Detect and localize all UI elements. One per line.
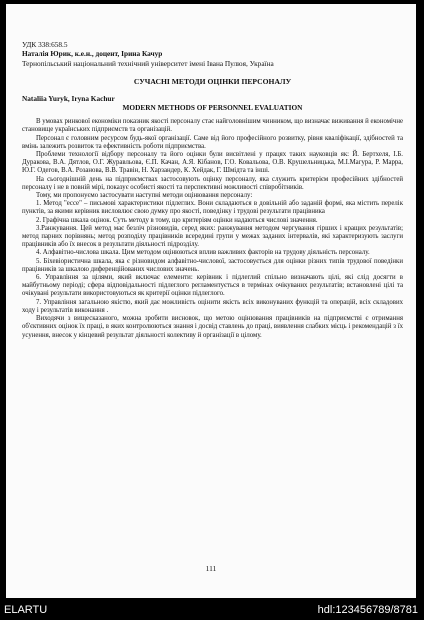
list-item-method: 5. Біхевіористична шкала, яка є різновидом алфавітно-числової, застосовується для оцінки різних типів трудової поведінки працівників за шкалою диференційованих числових значень. [22, 257, 403, 273]
list-item-method: 6. Управління за цілями, який включає елементи: керівник і підлеглий спільно визначають цілі, які слід досягти в майбутньому періоді; сфера відповідальності підлеглого регламентується в термінах очікуваних результатів; встановлені цілі та очікувані результати використовуються як критерії оцінки підлеглого. [22, 274, 403, 298]
document-page [6, 4, 416, 598]
authors-ua: Наталія Юрик, к.е.н., доцент, Ірина Качур [22, 49, 163, 59]
paragraph: Персонал є головним ресурсом будь-якої організації. Саме від його професійного розвитку, рівня кваліфікації, здібностей та вмінь залежить розвиток та ефективність роботи підприємства. [22, 134, 403, 150]
viewer-footer [0, 598, 424, 620]
udk-code: УДК 338:658.5 [22, 40, 68, 49]
document-body [22, 40, 403, 340]
list-item-method: 7. Управління загальною якістю, який дає можливість оцінити якість всіх виконуваних функцій та операцій, всіх складових ходу і результатів виконання . [22, 298, 403, 314]
title-en: MODERN METHODS OF PERSONNEL EVALUATION [122, 103, 303, 113]
list-item-method: 4. Алфавітно-числова шкала. Цим методом оцінюються вплив важливих факторів на трудову діяльність персоналу. [36, 249, 370, 257]
title-ua: СУЧАСНІ МЕТОДИ ОЦІНКИ ПЕРСОНАЛУ [133, 77, 292, 87]
list-item-method: 3.Ранжування. Цей метод має безліч різновидів, серед яких: ранжування методом чергування гірших і кращих результатів; метод парних порівнянь; метод розподілу працівників всередині групи у межах заданих інтервалів, які характеризують заслуги працівників або їх внесок в результати діяльності підрозділу. [22, 224, 403, 249]
list-item-method: 2. Графічна шкала оцінок. Суть методу в тому, що критеріям оцінки надаються числові значення. [36, 216, 318, 224]
paragraph: В умовах ринкової економіки показник якості персоналу стає найголовнішим чинником, що визначає виживання й економічне становище українських підприємств та організацій. [22, 118, 403, 134]
institution: Тернопільський національний технічний університет імені Івана Пулюя, Україна [22, 58, 274, 68]
paragraph: Проблеми технології відбору персоналу та його оцінки були висвітлені у працях таких науковців як: Й. Бертхеля, І.Б. Дуракова, В.А. Дятлов, О.Г. Журавльова, Є.П. Качан, А.Я. Кібанов, Г.О. Ковальова, О.В. Крушельницька, М.І.Магура, Р. Марра, Ю.Г. Одегов, В.А. Розанова, В.В. Травін, Н. Харзандер, К. Хейдак, Г. Шмідта та інші. [22, 151, 403, 175]
paragraph: На сьогоднішній день на підприємствах застосовують оцінку персоналу, яка служить критерієм професійних здібностей персоналу і не в повній мірі, показує особисті якості та перспективні можливості співробітників. [22, 175, 403, 191]
paragraph: Тому, ми пропонуємо застосувати наступні методи оцінювання персоналу: [36, 192, 253, 200]
repository-label: ELARTU [4, 604, 48, 616]
page-number: 111 [205, 564, 217, 573]
conclusion-paragraph: Виходячи з вищесказаного, можна зробити висновок, що метою оцінювання працівників на підприємстві є отримання об'єктивних оцінок їх праці, в яких контролюються знання і досвід ставлень до праці, виявлення слабких місць і рекомендацій з їх усунення, внесок у кінцевий результат діяльності колективу й організації в цілому. [22, 315, 403, 339]
list-item-method: 1. Метод "ессе" – письмові характеристики підлеглих. Вони складаються в довільній або заданій формі, яка містить перелік пунктів, за якими керівник висловлює свою думку про якості, поведінку і трудові результати працівника [22, 200, 403, 216]
handle-label: hdl:123456789/8781 [317, 604, 418, 616]
authors-en: Nataliia Yuryk, Iryna Kachur [22, 94, 115, 104]
